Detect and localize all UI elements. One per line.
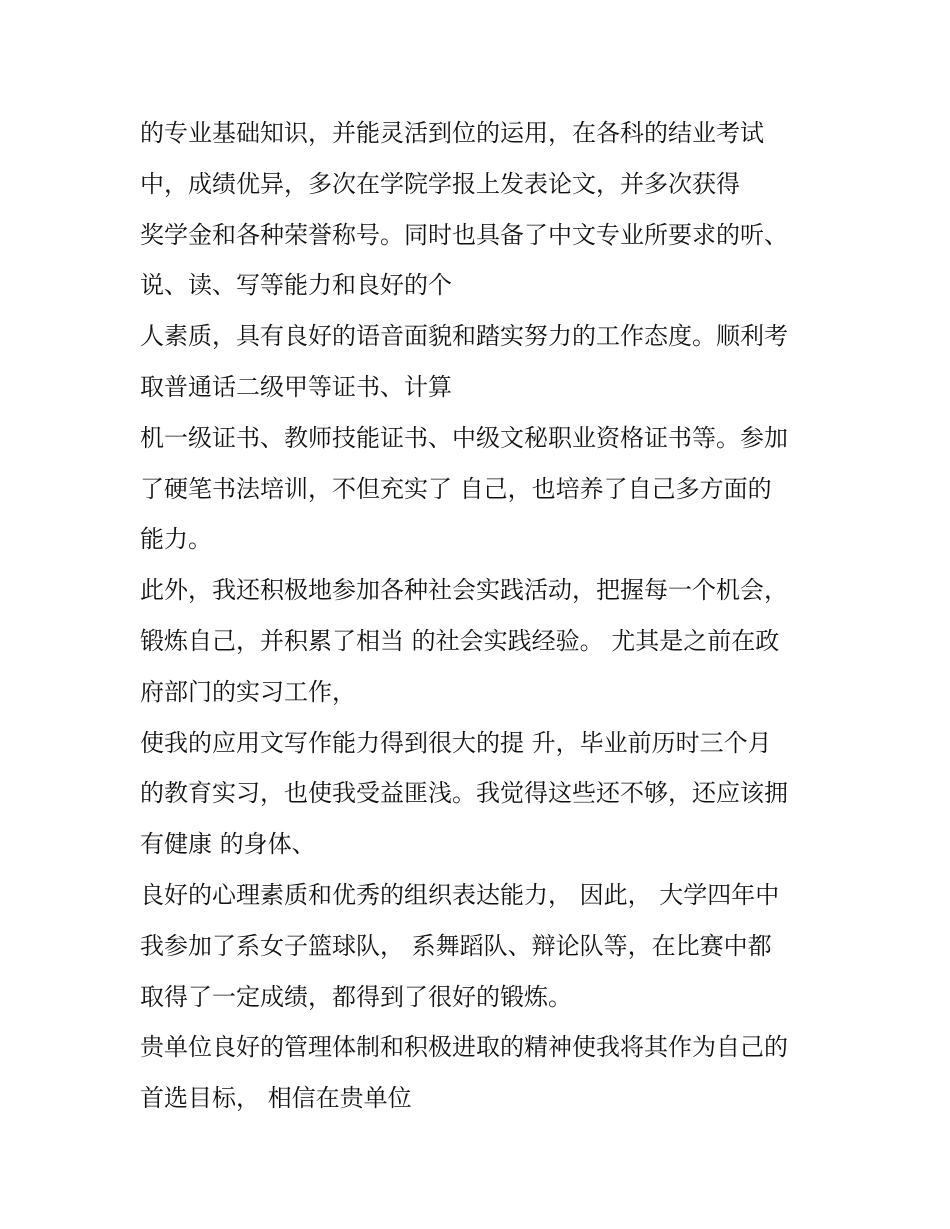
text-line: 有健康 的身体、 xyxy=(140,830,316,859)
body-text xyxy=(140,108,830,1124)
text-line: 的教育实习，也使我受益匪浅。我觉得这些还不够，还应该拥 xyxy=(140,779,788,808)
text-line: 中，成绩优异，多次在学院学报上发表论文，并多次获得 xyxy=(140,169,740,198)
text-line: 首选目标， 相信在贵单位 xyxy=(140,1084,412,1113)
text-line: 锻炼自己，并积累了相当 的社会实践经验。 尤其是之前在政 xyxy=(140,626,780,655)
text-line: 此外，我还积极地参加各种社会实践活动，把握每一个机会， xyxy=(140,576,788,605)
text-line: 了硬笔书法培训，不但充实了 自己，也培养了自己多方面的 xyxy=(140,474,772,503)
text-line: 奖学金和各种荣誉称号。同时也具备了中文专业所要求的听、 xyxy=(140,220,788,249)
text-line: 我参加了系女子篮球队， 系舞蹈队、辩论队等，在比赛中都 xyxy=(140,931,772,960)
text-line: 取普通话二级甲等证书、计算 xyxy=(140,372,452,401)
text-line: 说、读、写等能力和良好的个 xyxy=(140,271,452,300)
text-line: 的专业基础知识，并能灵活到位的运用，在各科的结业考试 xyxy=(140,119,764,147)
text-line: 能力。 xyxy=(140,525,212,554)
text-line: 取得了一定成绩，都得到了很好的锻炼。 xyxy=(140,982,572,1011)
text-line: 机一级证书、教师技能证书、中级文秘职业资格证书等。参加 xyxy=(140,423,788,452)
text-line: 府部门的实习工作， xyxy=(140,677,356,706)
text-line: 贵单位良好的管理体制和积极进取的精神使我将其作为自己的 xyxy=(140,1033,788,1062)
text-line: 人素质，具有良好的语音面貌和踏实努力的工作态度。顺利考 xyxy=(140,322,788,351)
text-line: 良好的心理素质和优秀的组织表达能力， 因此， 大学四年中 xyxy=(140,880,780,909)
text-line: 使我的应用文写作能力得到很大的提 升，毕业前历时三个月 xyxy=(140,728,772,757)
